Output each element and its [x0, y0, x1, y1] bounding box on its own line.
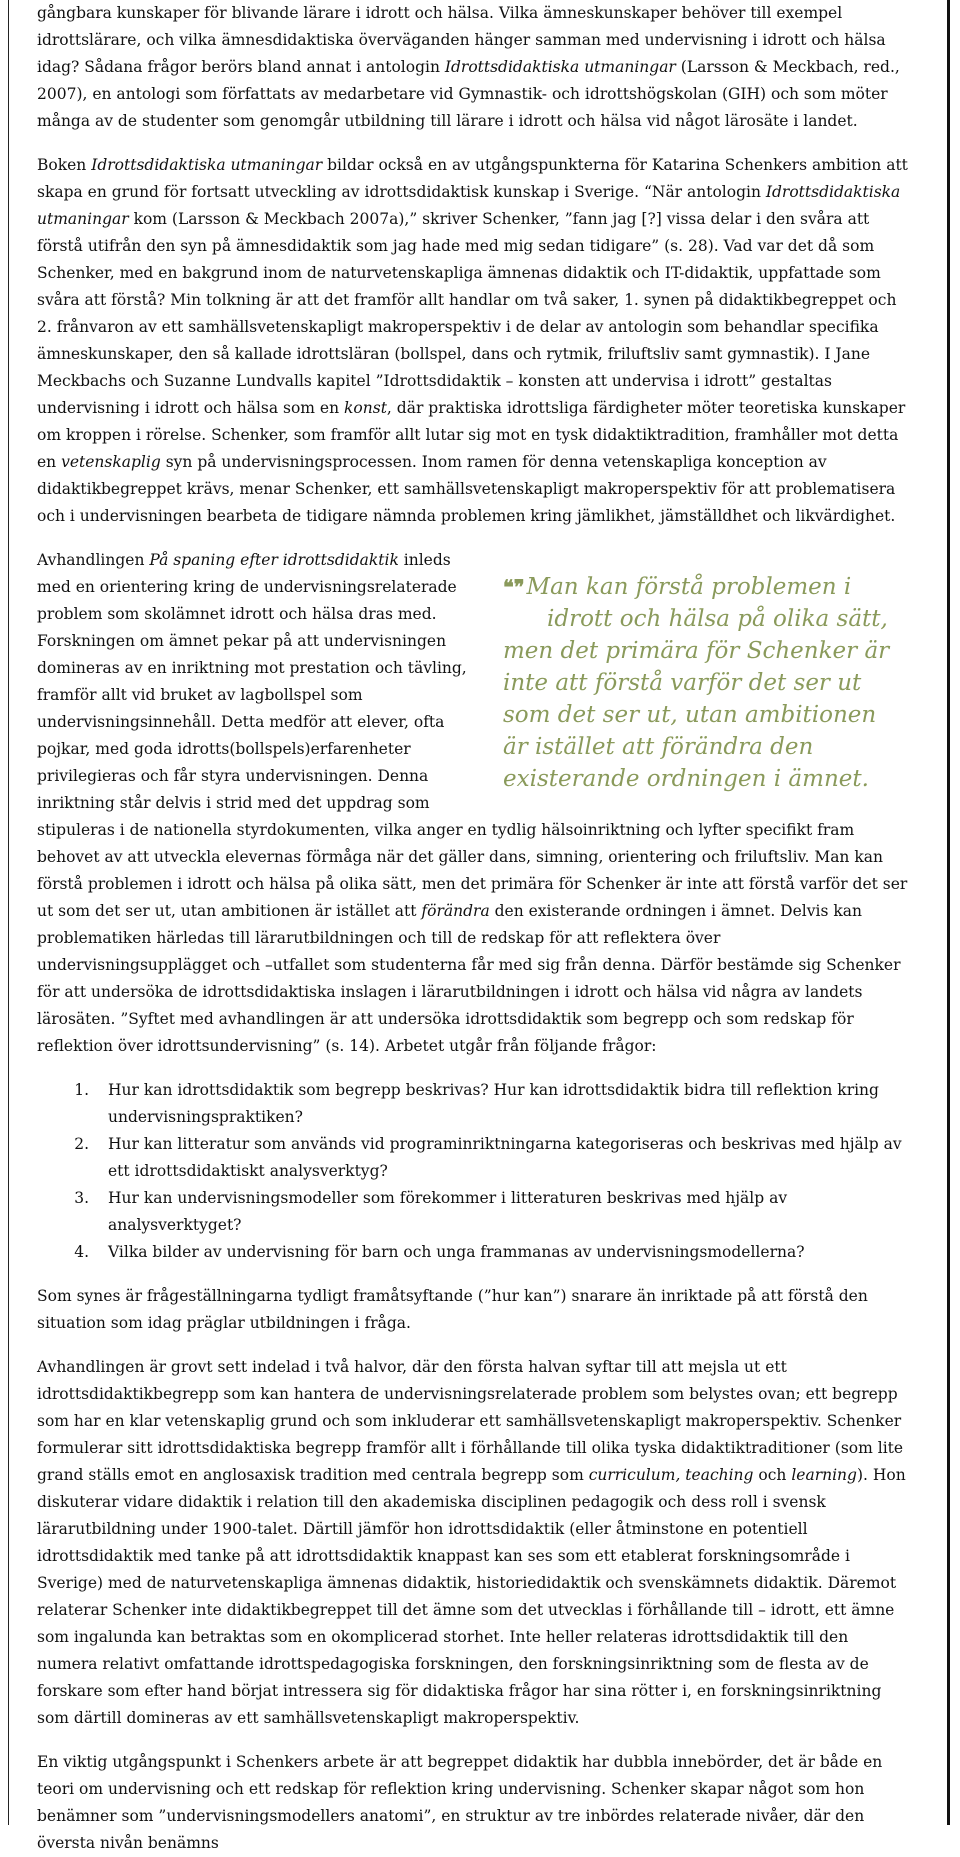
- research-questions: [37, 1077, 908, 1266]
- pull-quote-rest: men det primära för Schenker är inte att förstå varför det ser ut som det ser ut, utan ambitionen är istället att förändra den existerande ordningen i ämnet.: [503, 638, 890, 792]
- book-title: Idrottsdidaktiska utmaningar: [444, 58, 676, 76]
- list-item: 1. Hur kan idrottsdidaktik som begrepp beskrivas? Hur kan idrottsdidaktik bidra till reflektion kring undervisningspraktiken?: [94, 1077, 908, 1131]
- thesis-title: På spaning efter idrottsdidaktik: [149, 551, 399, 569]
- list-item: 3. Hur kan undervisningsmodeller som förekommer i litteraturen beskrivas med hjälp av analysverktyget?: [94, 1185, 908, 1239]
- right-border: [947, 0, 950, 1825]
- intro-paragraph: gångbara kunskaper för blivande lärare i idrott och hälsa. Vilka ämneskunskaper behöver till exempel idrottslärare, och vilka ämnesdidaktiska överväganden hänger samman med undervisning i idrott och hälsa idag? Sådana frågor berörs bland annat i antologin Idrottsdidaktiska utmaningar (Larsson & Meckbach, red., 2007), en antologi som författats av medarbetare vid Gymnastik- och idrottshögskolan (GIH) och som möter många av de studenter som genomgår utbildning till lärare i idrott och hälsa vid något lärosäte i landet.: [37, 4, 900, 130]
- paragraph-2: Boken Idrottsdidaktiska utmaningar bildar också en av utgångspunkterna för Katarina Schenkers ambition att skapa en grund för fortsatt utveckling av idrottsdidaktisk kunskap i Sverige. “När antologin Idrottsdidaktiska utmaningar kom (Larsson & Meckbach 2007a),” skriver Schenker, ”fann jag [?] vissa delar i den svåra att förstå utifrån den syn på ämnesdidaktik som jag hade med mig sedan tidigare” (s. 28). Vad var det då som Schenker, med en bakgrund inom de naturvetenskapliga ämnenas didaktik och IT-didaktik, uppfattade som svåra att förstå? Min tolkning är att det framför allt handlar om två saker, 1. synen på didaktikbegreppet och 2. frånvaron av ett samhällsvetenskapligt makroperspektiv i de delar av antologin som behandlar specifika ämneskunskaper, den så kallade idrottsläran (bollspel, dans och rytmik, friluftsliv samt gymnastik). I Jane Meckbachs och Suzanne Lundvalls kapitel ”Idrottsdidaktik – konsten att undervisa i idrott” gestaltas undervisning i idrott och hälsa som en konst, där praktiska idrottsliga färdigheter möter teoretiska kunskaper om kroppen i rörelse. Schenker, som framför allt lutar sig mot en tysk didaktiktradition, framhåller mot detta en vetenskaplig syn på undervisningsprocessen. Inom ramen för denna vetenskapliga konception av didaktikbegreppet krävs, menar Schenker, ett samhällsvetenskapligt makroperspektiv för att problematisera och i undervisningen bearbeta de tidigare nämnda problemen kring jämlikhet, jämställdhet och likvärdighet.: [37, 156, 908, 525]
- quote-mark-icon: ❝❞: [503, 575, 525, 599]
- left-border: [8, 0, 9, 1825]
- paragraph-5: Avhandlingen är grovt sett indelad i två halvor, där den första halvan syftar till att mejsla ut ett idrottsdidaktikbegrepp som kan hantera de undervisningsrelaterade problem som belystes ovan; ett begrepp som har en klar vetenskaplig grund och som inkluderar ett samhällsvetenskapligt makroperspektiv. Schenker formulerar sitt idrottsdidaktiska begrepp framför allt i förhållande till olika tyska didaktiktraditioner (som lite grand ställs emot en anglosaxisk tradition med centrala begrepp som curriculum, teaching och learning). Hon diskuterar vidare didaktik i relation till den akademiska disciplinen pedagogik och dess roll i svensk lärarutbildning under 1900-talet. Därtill jämför hon idrottsdidaktik (eller åtminstone en potentiell idrottsdidaktik med tanke på att idrottsdidaktik knappast kan ses som ett etablerat forskningsområde i Sverige) med de naturvetenskapliga ämnenas didaktik, historiedidaktik och svenskämnets didaktik. Däremot relaterar Schenker inte didaktikbegreppet till det ämne som det utvecklas i förhållande till – idrott, ett ämne som ingalunda kan betraktas som en okomplicerad storhet. Inte heller relateras idrottsdidaktik till den numera relativt omfattande idrottspedagogiska forskningen, den forskningsinriktning som de flesta av de forskare som efter hand börjat intressera sig för didaktiska frågor har sina rötter i, en forskningsinriktning som därtill domineras av ett samhällsvetenskapligt makroperspektiv.: [37, 1358, 906, 1727]
- pull-quote: [503, 571, 908, 795]
- paragraph-3: Avhandlingen På spaning efter idrottsdidaktik inleds med en orientering kring de undervisningsrelaterade problem som skolämnet idrott och hälsa dras med. Forskningen om ämnet pekar på att undervisningen domineras av en inriktning mot prestation och tävling, framför allt vid bruket av lagbollspel som undervisningsinnehåll. Detta medför att elever, ofta pojkar, med goda idrotts(bollspels)erfarenheter privilegieras och får styra undervisningen. Denna inriktning står delvis i strid med det uppdrag som stipuleras i de nationella styrdokumenten, vilka anger en tydlig hälsoinriktning och lyfter specifikt fram behovet av att utveckla elevernas förmåga när det gäller dans, simning, orientering och friluftsliv. Man kan förstå problemen i idrott och hälsa på olika sätt, men det primära för Schenker är inte att förstå varför det ser ut som det ser ut, utan ambitionen är istället att förändra den existerande ordningen i ämnet. Delvis kan problematiken härledas till lärarutbildningen och till de redskap för att reflektera över undervisningsupplägget och –utfallet som studenterna får med sig från denna. Därför bestämde sig Schenker för att undersöka de idrottsdidaktiska inslagen i lärarutbildningen i idrott och hälsa vid några av landets lärosäten. ”Syftet med avhandlingen är att undersöka idrottsdidaktik som begrepp och som redskap för reflektion över idrottsundervisning” (s. 14). Arbetet utgår från följande frågor:: [37, 551, 908, 1055]
- paragraph-4: Som synes är frågeställningarna tydligt framåtsyftande (”hur kan”) snarare än inriktade på att förstå den situation som idag präglar utbildningen i fråga.: [37, 1287, 868, 1332]
- pull-quote-line-2: idrott och hälsa på olika sätt,: [547, 606, 888, 632]
- list-item: 2. Hur kan litteratur som används vid programinriktningarna kategoriseras och beskrivas med hjälp av ett idrottsdidaktiskt analysverktyg?: [94, 1131, 908, 1185]
- pull-quote-line-1: Man kan förstå problemen i: [526, 574, 852, 600]
- list-item: 4. Vilka bilder av undervisning för barn och unga frammanas av undervisningsmodellerna?: [94, 1239, 908, 1266]
- paragraph-6: En viktig utgångspunkt i Schenkers arbete är att begreppet didaktik har dubbla innebörder, det är både en teori om undervisning och ett redskap för reflektion kring undervisning. Schenker skapar något som hon benämner som ”undervisningsmodellers anatomi”, en struktur av tre inbördes relaterade nivåer, där den översta nivån benämns: [37, 1753, 883, 1852]
